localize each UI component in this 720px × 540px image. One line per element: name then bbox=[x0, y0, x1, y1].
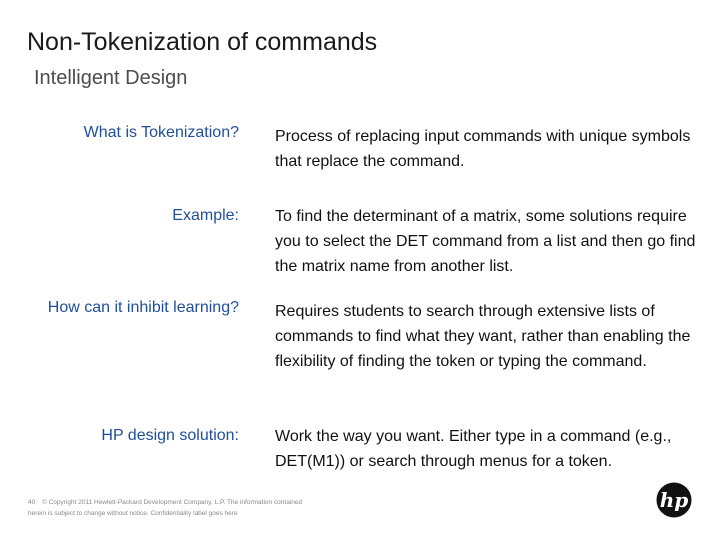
hp-logo-graphic bbox=[656, 482, 692, 518]
qa-question: How can it inhibit learning? bbox=[47, 299, 239, 316]
qa-answer: Work the way you want. Either type in a command (e.g., DET(M1)) or search through menus for a token. bbox=[275, 428, 672, 470]
hp-logo-icon bbox=[656, 482, 692, 518]
hp-logo-text: hp bbox=[659, 488, 689, 512]
qa-question: Example: bbox=[172, 207, 239, 224]
copyright-notice: © Copyright 2011 Hewlett-Packard Development Company, L.P. The information contained herein is subject to change without notice. Confidentiality label goes here bbox=[28, 499, 303, 517]
slide-footer bbox=[28, 497, 318, 519]
qa-answer: To find the determinant of a matrix, some solutions require you to select the DET command from a list and then go find the matrix name from another list. bbox=[275, 208, 696, 275]
qa-question: What is Tokenization? bbox=[83, 124, 239, 141]
qa-answer: Requires students to search through extensive lists of commands to find what they want, rather than enabling the flexibility of finding the token or typing the command. bbox=[275, 303, 691, 370]
qa-question: HP design solution: bbox=[101, 427, 239, 444]
slide-title: Non-Tokenization of commands bbox=[27, 28, 378, 56]
qa-answer: Process of replacing input commands with unique symbols that replace the command. bbox=[275, 128, 691, 170]
slide-subtitle: Intelligent Design bbox=[34, 67, 188, 89]
page-number: 40 bbox=[28, 499, 36, 506]
